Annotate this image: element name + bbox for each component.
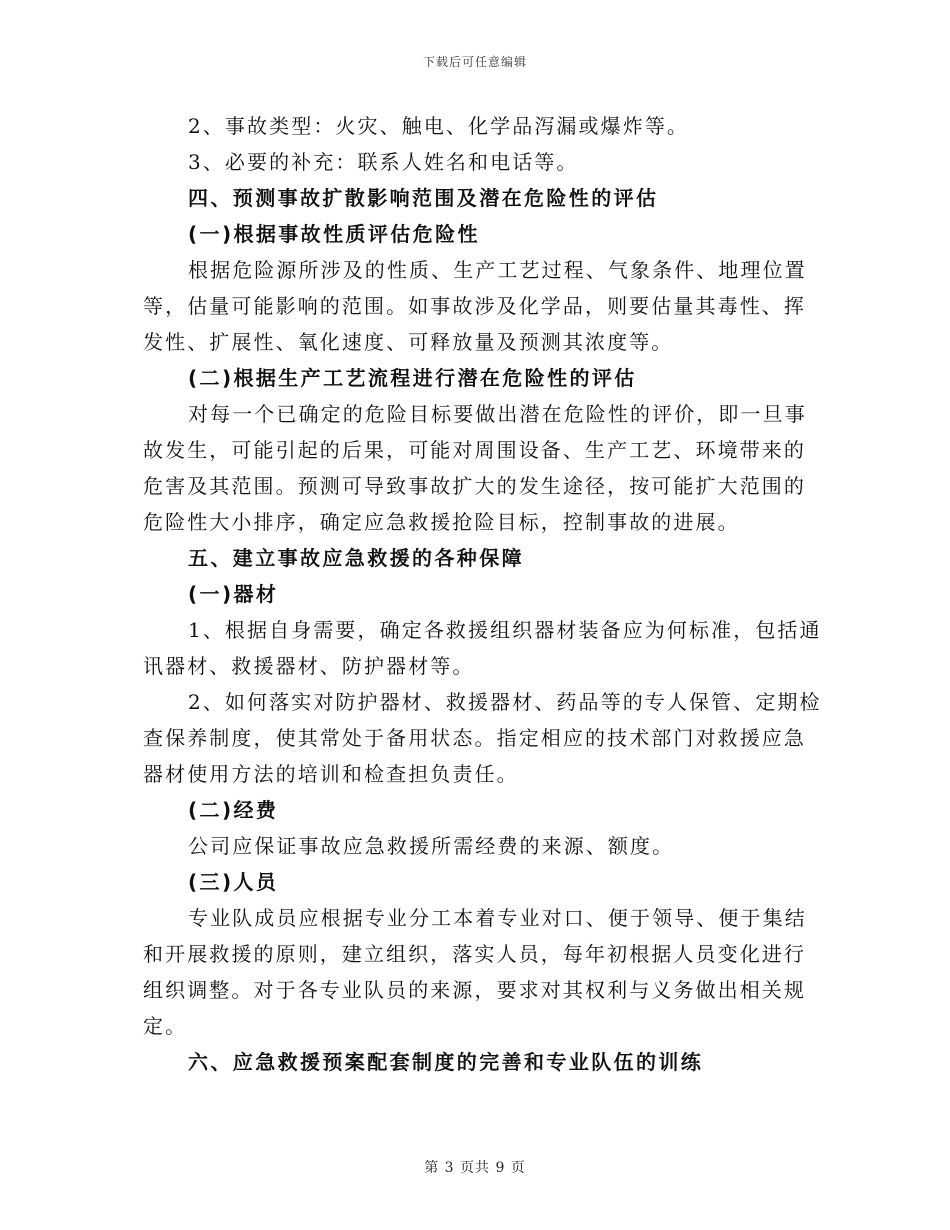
body-line: 危害及其范围。预测可导致事故扩大的发生途径，按可能扩大范围的: [143, 474, 806, 498]
subsection-heading: (一)根据事故性质评估危险性: [188, 222, 480, 246]
body-line: 等，估量可能影响的范围。如事故涉及化学品，则要估量其毒性、挥: [143, 294, 806, 318]
body-line: 1、根据自身需要，确定各救援组织器材装备应为何标准，包括通: [188, 618, 822, 642]
body-line: 查保养制度，使其常处于备用状态。指定相应的技术部门对救援应急: [143, 726, 806, 750]
body-line: 专业队成员应根据专业分工本着专业对口、便于领导、便于集结: [188, 906, 807, 930]
body-line: 和开展救援的原则，建立组织，落实人员，每年初根据人员变化进行: [143, 942, 806, 966]
page-header: 下载后可任意编辑: [422, 55, 527, 69]
body-line: 器材使用方法的培训和检查担负责任。: [143, 762, 519, 786]
body-line: 讯器材、救援器材、防护器材等。: [143, 654, 475, 678]
body-line: 定。: [143, 1014, 188, 1038]
body-line: 组织调整。对于各专业队员的来源，要求对其权利与义务做出相关规: [143, 978, 806, 1002]
section-heading: 六、应急救援预案配套制度的完善和专业队伍的训练: [188, 1050, 704, 1074]
body-line: 2、如何落实对防护器材、救援器材、药品等的专人保管、定期检: [188, 690, 822, 714]
body-line: 发性、扩展性、氧化速度、可释放量及预测其浓度等。: [143, 330, 674, 354]
body-line: 根据危险源所涉及的性质、生产工艺过程、气象条件、地理位置: [188, 258, 807, 282]
subsection-heading: (三)人员: [188, 870, 279, 894]
body-line: 对每一个已确定的危险目标要做出潜在危险性的评价，即一旦事: [188, 402, 807, 426]
section-heading: 四、预测事故扩散影响范围及潜在危险性的评估: [188, 186, 659, 210]
body-line: 3、必要的补充：联系人姓名和电话等。: [188, 150, 579, 174]
page-number: 第 3 页共 9 页: [424, 1160, 526, 1176]
section-heading: 五、建立事故应急救援的各种保障: [188, 546, 524, 570]
subsection-heading: (二)经费: [188, 798, 279, 822]
body-line: 2、事故类型：火灾、触电、化学品泻漏或爆炸等。: [188, 114, 690, 138]
body-line: 公司应保证事故应急救援所需经费的来源、额度。: [188, 834, 675, 858]
subsection-heading: (一)器材: [188, 582, 279, 606]
body-line: 危险性大小排序，确定应急救援抢险目标，控制事故的进展。: [143, 510, 740, 534]
subsection-heading: (二)根据生产工艺流程进行潜在危险性的评估: [188, 366, 637, 390]
document-body: [143, 108, 822, 1080]
body-line: 故发生，可能引起的后果，可能对周围设备、生产工艺、环境带来的: [143, 438, 806, 462]
